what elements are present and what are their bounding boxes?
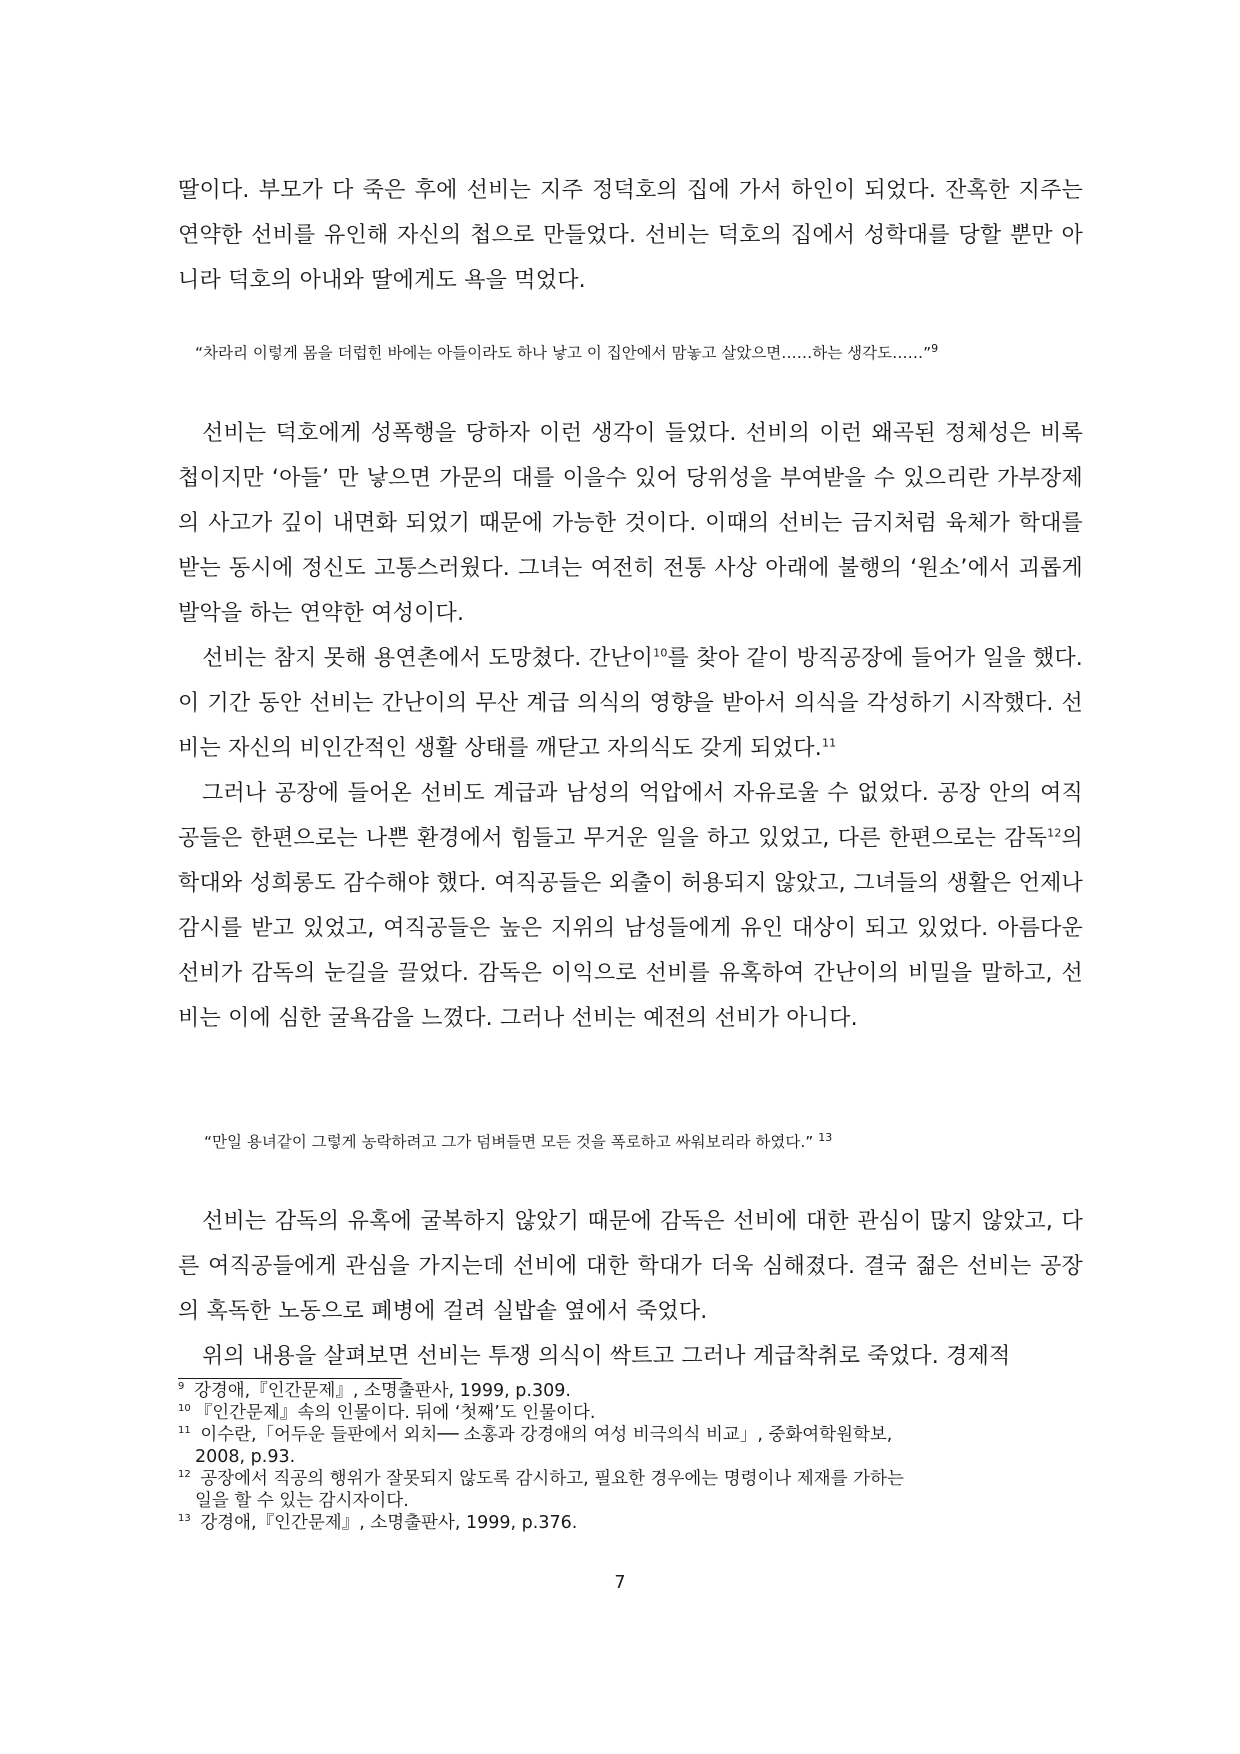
footnote-ref-12[interactable]: 12 xyxy=(1047,826,1062,840)
block-quote-2 xyxy=(204,1131,832,1153)
paragraph-text: 딸이다. 부모가 다 죽은 후에 선비는 지주 정덕호의 집에 가서 하인이 되었다. 잔혹한 지주는 연약한 선비를 유인해 자신의 첩으로 만들었다. 선비는 덕호의 집에서 성학대를 당할 뿐만 아니라 덕호의 아내와 딸에게도 욕을 먹었다. xyxy=(178,178,1083,293)
footnote-text: 이수란,「어두운 들판에서 외치── 소홍과 강경애의 여성 비극의식 비교」, 중화여학원학보, xyxy=(200,1425,893,1445)
quote-text: “만일 용녀같이 그렇게 농락하려고 그가 덤벼들면 모든 것을 폭로하고 싸워보리라 하였다.” xyxy=(204,1133,814,1151)
footnote-number: 11 xyxy=(178,1425,191,1437)
footnote-10 xyxy=(178,1402,1083,1424)
body-paragraph-4 xyxy=(178,771,1083,1041)
footnote-ref-9[interactable]: 9 xyxy=(931,341,939,355)
body-paragraph-5: 선비는 감독의 유혹에 굴복하지 않았기 때문에 감독은 선비에 대한 관심이 많지 않았고, 다른 여직공들에게 관심을 가지는데 선비에 대한 학대가 더욱 심해졌다. 결국 젊은 선비는 공장의 혹독한 노동으로 폐병에 걸려 실밥솥 옆에서 죽었다. xyxy=(178,1209,1083,1324)
footnote-continuation: 일을 할 수 있는 감시자이다. xyxy=(195,1491,409,1511)
footnote-ref-13[interactable]: 13 xyxy=(818,1130,833,1144)
footnote-11 xyxy=(178,1424,1083,1468)
footnote-12 xyxy=(178,1468,1083,1512)
quote-text: “차라리 이렇게 몸을 더럽힌 바에는 아들이라도 하나 낳고 이 집안에서 맘놓고 살았으면……하는 생각도……” xyxy=(195,344,932,362)
footnote-number: 10 xyxy=(178,1403,191,1415)
paragraph-text: 그러나 공장에 들어온 선비도 계급과 남성의 억압에서 자유로울 수 없었다. 공장 안의 여직공들은 한편으로는 나쁜 환경에서 힘들고 무거운 일을 하고 있었고, 다른 한편으로는 감독 xyxy=(178,781,1083,851)
body-section-main xyxy=(178,411,1083,1041)
footnote-continuation: 2008, p.93. xyxy=(195,1447,296,1467)
paragraph-text: 의 학대와 성희롱도 감수해야 했다. 여직공들은 외출이 허용되지 않았고, 그녀들의 생활은 언제나 감시를 받고 있었고, 여직공들은 높은 지위의 남성들에게 유인 대상이 되고 있었다. 아름다운 선비가 감독의 눈길을 끌었다. 감독은 이익으로 선비를 유혹하여 간난이의 비밀을 말하고, 선비는 이에 심한 굴욕감을 느꼈다. 그러나 선비는 예전의 선비가 아니다. xyxy=(178,826,1083,1031)
body-paragraph-6: 위의 내용을 살펴보면 선비는 투쟁 의식이 싹트고 그러나 계급착취로 죽었다. 경제적 xyxy=(202,1344,1011,1369)
footnote-number: 13 xyxy=(178,1513,191,1525)
page-number: 7 xyxy=(614,1573,626,1593)
footnotes xyxy=(178,1380,1083,1534)
footnote-9 xyxy=(178,1380,1083,1402)
footnote-text: 공장에서 직공의 행위가 잘못되지 않도록 감시하고, 필요한 경우에는 명령이나 제재를 가하는 xyxy=(200,1469,904,1489)
paragraph-text: 를 찾아 같이 방직공장에 들어가 일을 했다. 이 기간 동안 선비는 간난이의 무산 계급 의식의 영향을 받아서 의식을 각성하기 시작했다. 선비는 자신의 비인간적인 생활 상태를 깨닫고 자의식도 갖게 되었다. xyxy=(178,646,1084,761)
footnote-text: 『인간문제』속의 인물이다. 뒤에 ‘첫째’도 인물이다. xyxy=(194,1403,596,1423)
footnote-ref-10[interactable]: 10 xyxy=(653,646,668,660)
body-paragraph-3 xyxy=(178,636,1083,771)
body-paragraph-2: 선비는 덕호에게 성폭행을 당하자 이런 생각이 들었다. 선비의 이런 왜곡된 정체성은 비록 첩이지만 ‘아들’ 만 낳으면 가문의 대를 이을수 있어 당위성을 부여받을 수 있으리란 가부장제의 사고가 깊이 내면화 되었기 때문에 가능한 것이다. 이때의 선비는 금지처럼 육체가 학대를 받는 동시에 정신도 고통스러웠다. 그녀는 여전히 전통 사상 아래에 불행의 ‘원소’에서 괴롭게 발악을 하는 연약한 여성이다. xyxy=(178,421,1083,626)
body-section-end xyxy=(178,1199,1083,1379)
block-quote-1 xyxy=(195,342,938,364)
footnote-separator xyxy=(178,1378,402,1379)
footnote-text: 강경애,『인간문제』, 소명출판사, 1999, p.309. xyxy=(193,1381,571,1401)
paragraph-text: 선비는 참지 못해 용연촌에서 도망쳤다. 간난이 xyxy=(202,646,654,671)
footnote-text: 강경애,『인간문제』, 소명출판사, 1999, p.376. xyxy=(200,1513,578,1533)
footnote-13 xyxy=(178,1512,1083,1534)
footnote-number: 9 xyxy=(178,1381,185,1393)
footnote-number: 12 xyxy=(178,1469,191,1481)
footnote-ref-11[interactable]: 11 xyxy=(821,736,837,750)
body-paragraph-1 xyxy=(178,168,1083,303)
